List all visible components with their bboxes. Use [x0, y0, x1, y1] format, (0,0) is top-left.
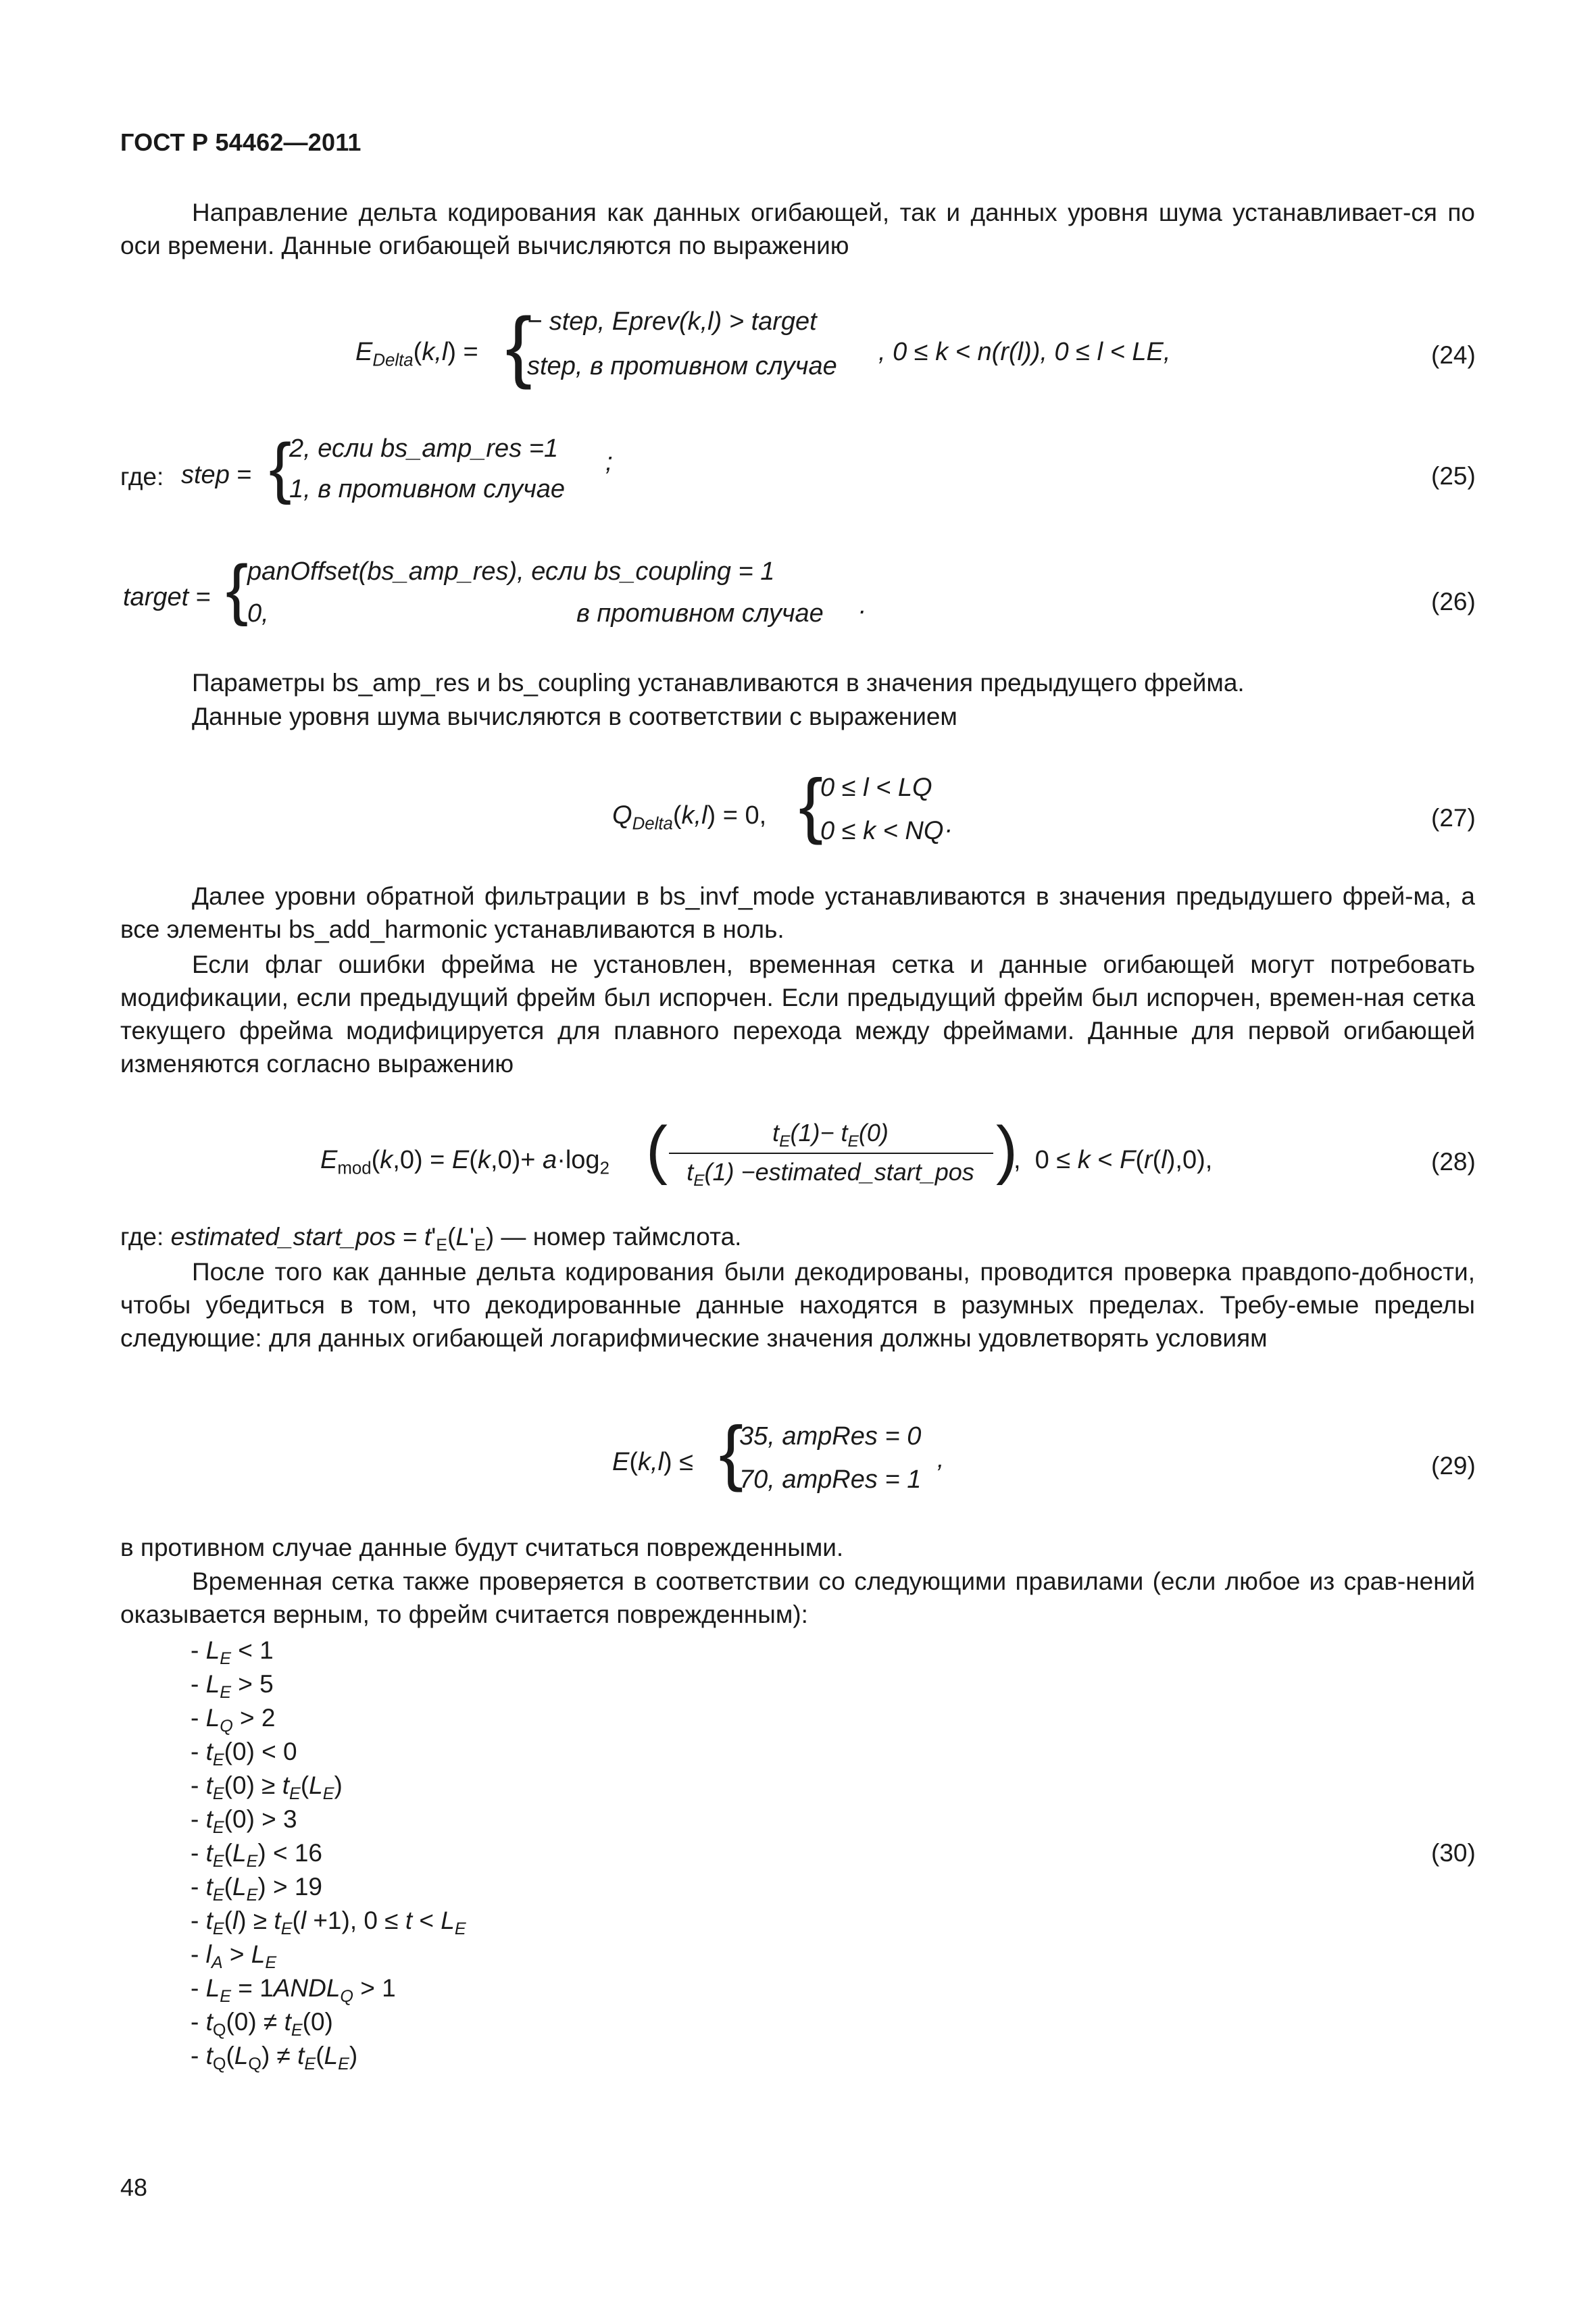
eq27-case1: 0 ≤ l < LQ — [820, 774, 932, 802]
eq25-case1: 2, если bs_amp_res =1 — [289, 434, 559, 463]
condition-item: - $t_E(L_E) > 19$ — [191, 1873, 323, 1905]
equation-number-26: (26) — [1431, 588, 1476, 615]
eq25-lead: где: — [120, 463, 164, 491]
eq24-case2: step, в противном случае — [527, 352, 837, 380]
condition-item: - $t_E(L_E) < 16$ — [191, 1839, 323, 1871]
equation-number-30: (30) — [1431, 1839, 1476, 1867]
condition-item: - $L_Q > 2$ — [191, 1704, 276, 1736]
paragraph-plausibility: После того как данные дельта кодирования были декодированы, проводится проверка правдопо-добности, чтобы убедиться в том, что декодированные данные находятся в разумных пределах. Требу-емые пределы следующие: для данных огибающей логарифмические значения должны удовлетворять условиям — [120, 1258, 1475, 1352]
condition-item: - $t_Q(0) \ne t_E(0)$ — [191, 2008, 333, 2040]
eq24-case1: − step, Eprev(k,l) > target — [527, 307, 817, 336]
paragraph-damaged: в противном случае данные будут считаться поврежденными. — [120, 1534, 844, 1561]
paragraph-estimated-start: где: estimated_start_pos = $t'_E(L'_E)$ — номер таймслота. — [120, 1223, 742, 1255]
condition-item: - $l_A > L_E$ — [191, 1940, 277, 1973]
eq25-case2: 1, в противном случае — [289, 475, 566, 503]
paragraph-delta-direction: Направление дельта кодирования как данных огибающей, так и данных уровня шума устанавливает-ся по оси времени. Данные огибающей вычисляются по выражению — [120, 199, 1475, 259]
equation-number-25: (25) — [1431, 462, 1476, 490]
condition-item: - $t_E(0) > 3$ — [191, 1805, 297, 1838]
eq26-case2-text: в противном случае — [576, 599, 824, 628]
eq29-case2: 70, ampRes = 1 — [739, 1465, 922, 1494]
condition-item: - $t_Q(L_Q) \ne t_E(L_E)$ — [191, 2042, 358, 2074]
condition-item: - $L_E > 5$ — [191, 1670, 274, 1703]
eq26-case1: panOffset(bs_amp_res), если bs_coupling = 1 — [247, 557, 775, 586]
page-number: 48 — [120, 2173, 148, 2201]
paragraph-invf-mode: Далее уровни обратной фильтрации в bs_invf_mode устанавливаются в значения предыдушего фрей-ма, а все элементы bs_add_harmonic устанавливаются в ноль. — [120, 882, 1475, 943]
paragraph-noise-level: Данные уровня шума вычисляются в соответствии с выражением — [192, 703, 957, 730]
equation-number-27: (27) — [1431, 804, 1476, 832]
eq24-domain: , 0 ≤ k < n(r(l)), 0 ≤ l < LE, — [878, 338, 1171, 366]
eq29-case1: 35, ampRes = 0 — [739, 1422, 922, 1451]
paragraph-parameters: Параметры bs_amp_res и bs_coupling устанавливаются в значения предыдущего фрейма. — [192, 669, 1245, 697]
eq26-case2: 0, — [247, 599, 269, 628]
eq27-case2: 0 ≤ k < NQ — [820, 817, 944, 845]
condition-item: - $t_E(0) < 0$ — [191, 1738, 297, 1770]
condition-item: - $L_E < 1$ — [191, 1636, 274, 1669]
equation-number-29: (29) — [1431, 1452, 1476, 1480]
paragraph-error-flag: Если флаг ошибки фрейма не установлен, временная сетка и данные огибающей могут потребовать модификации, если предыдущий фрейм был испорчен. Если предыдущий фрейм был испорчен, времен-ная сетка текущего фрейма модифицируется для плавного перехода между фреймами. Данные для первой огибающей изменяются согласно выражению — [120, 951, 1475, 1078]
equation-number-28: (28) — [1431, 1148, 1476, 1176]
document-header: ГОСТ Р 54462—2011 — [120, 128, 361, 156]
equation-number-24: (24) — [1431, 341, 1476, 369]
condition-item: - $L_E$ = $1ANDL_Q > 1$ — [191, 1974, 396, 2007]
condition-item: - $t_E(l) \ge t_E(l +1)$, $0 \le t < L_E$ — [191, 1907, 466, 1939]
paragraph-time-grid: Временная сетка также проверяется в соответствии со следующими правилами (если любое из срав-нений оказывается верным, то фрейм считается поврежденным): — [120, 1567, 1475, 1628]
condition-item: - $t_E(0) \ge t_E(L_E)$ — [191, 1771, 343, 1804]
